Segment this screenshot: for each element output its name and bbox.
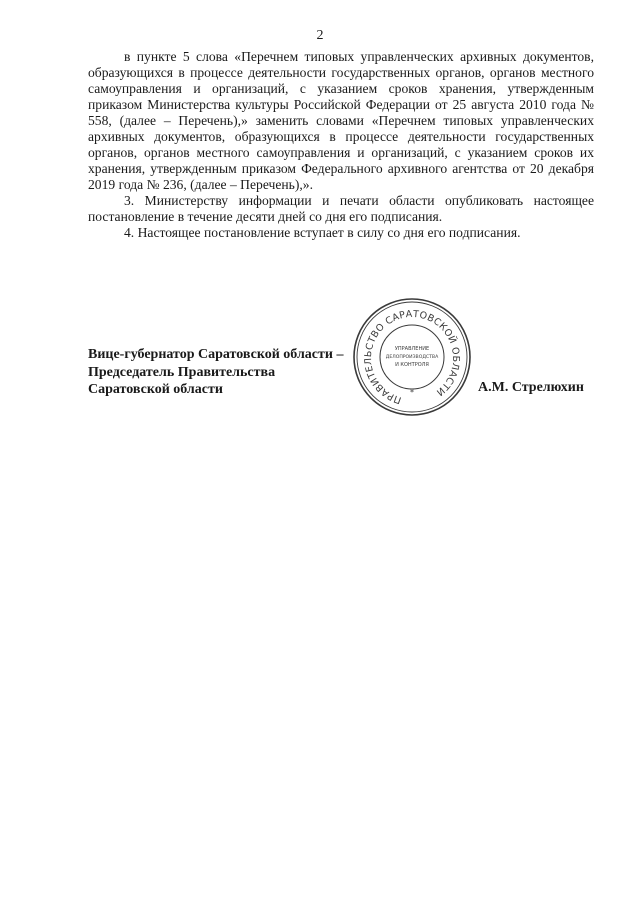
document-body <box>88 49 594 241</box>
signer-name: А.М. Стрелюхин <box>478 380 584 395</box>
seal-outer-text: ПРАВИТЕЛЬСТВО САРАТОВСКОЙ ОБЛАСТИ <box>362 308 462 406</box>
official-seal-stamp <box>349 295 475 419</box>
signature-title-block <box>88 346 343 399</box>
signature-title-line: Вице-губернатор Саратовской области – <box>88 347 344 362</box>
signature-title-line: Саратовской области <box>88 382 223 397</box>
seal-inner-line: ДЕЛОПРОИЗВОДСТВА <box>385 355 439 360</box>
paragraph-amendment: в пункте 5 слова «Перечнем типовых управленческих архивных документов, образующихся в процессе деятельности государственных органов, органов местного самоуправления и организаций, с указанием сроков хранения, утвержденным приказом Министерства культуры Российской Федерации от 25 августа 2010 года № 558, (далее – Перечень),» заменить словами «Перечнем типовых управленческих архивных документов, образующихся в процессе деятельности государственных органов, органов местного самоуправления и организаций, с указанием сроков их хранения, утвержденным приказом Федерального архивного агентства от 20 декабря 2019 года № 236, (далее – Перечень),». <box>88 49 594 192</box>
svg-text:*: * <box>410 388 414 397</box>
seal-icon <box>349 295 475 419</box>
paragraph-effective-date: 4. Настоящее постановление вступает в силу со дня его подписания. <box>124 225 521 240</box>
seal-inner-line: И КОНТРОЛЯ <box>395 362 429 368</box>
page-number: 2 <box>316 28 324 43</box>
seal-inner-line: УПРАВЛЕНИЕ <box>394 346 430 352</box>
paragraph-publication: 3. Министерству информации и печати области опубликовать настоящее постановление в течение десяти дней со дня его подписания. <box>88 193 594 224</box>
signature-title-line: Председатель Правительства <box>88 364 276 380</box>
